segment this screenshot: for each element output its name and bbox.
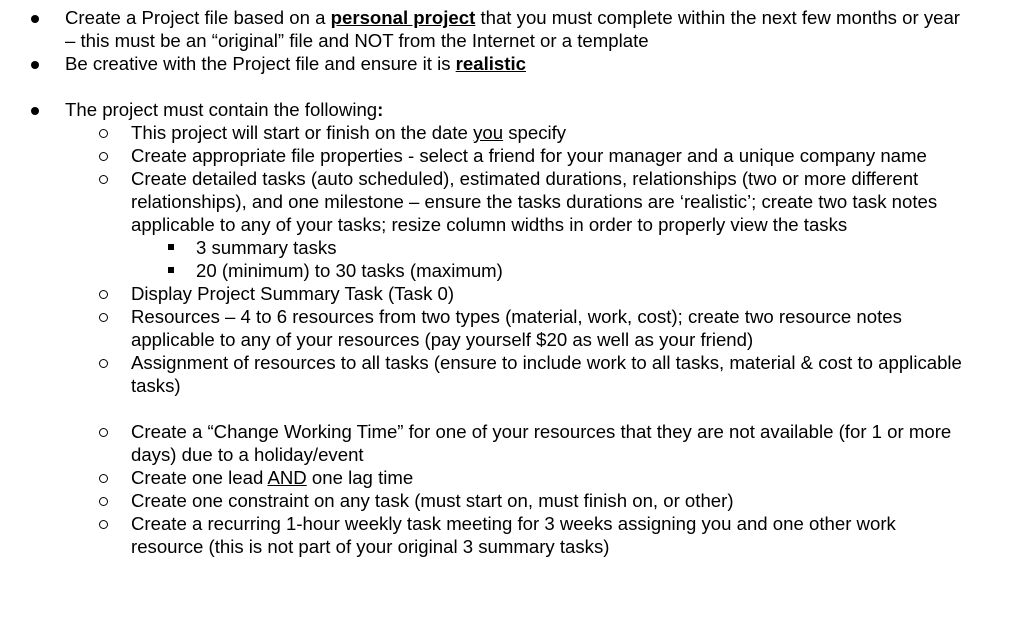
hollow-circle-bullet-icon [99,428,108,437]
hollow-circle-bullet-icon [99,359,108,368]
instructions-document [0,6,1024,558]
spacer [0,75,1024,98]
sub-item-resources [0,305,1024,351]
emphasis-personal-project: personal project [330,7,476,28]
hollow-circle-bullet-icon [99,520,108,529]
hollow-circle-bullet-icon [99,474,108,483]
square-bullet-icon [168,267,174,273]
hollow-circle-bullet-icon [99,129,108,138]
hollow-circle-bullet-icon [99,152,108,161]
sub-item-text: Create one lead AND one lag time [131,467,414,488]
sub-item-text: Resources – 4 to 6 resources from two types (material, work, cost); create two resource notes applicable to any of your resources (pay yourself $20 as well as your friend) [131,306,902,350]
sub-sub-item-task-count [0,259,1024,282]
bullet-item-project-contents [0,98,1024,121]
sub-item-recurring-meeting [0,512,1024,558]
filled-bullet-icon [31,107,39,115]
sub-item-text: This project will start or finish on the date you specify [131,122,567,143]
emphasis-realistic: realistic [455,53,526,74]
hollow-circle-bullet-icon [99,313,108,322]
bullet-item-realistic [0,52,1024,75]
sub-sub-item-summary-tasks [0,236,1024,259]
sub-item-text: Assignment of resources to all tasks (ensure to include work to all tasks, material & cost to applicable tasks) [131,352,962,396]
filled-bullet-icon [31,61,39,69]
filled-bullet-icon [31,15,39,23]
bullet-item-personal-project [0,6,1024,52]
hollow-circle-bullet-icon [99,497,108,506]
sub-item-start-finish [0,121,1024,144]
sub-item-text: Create a “Change Working Time” for one of your resources that they are not available (for 1 or more days) due to a holiday/event [131,421,952,465]
bullet-text: Be creative with the Project file and ensure it is realistic [65,53,526,74]
square-bullet-icon [168,244,174,250]
sub-item-tasks [0,167,1024,236]
sub-item-text: Create one constraint on any task (must start on, must finish on, or other) [131,490,734,511]
sub-item-summary-task [0,282,1024,305]
sub-item-working-time [0,420,1024,466]
bullet-text: Create a Project file based on a personal project that you must complete within the next few months or year – this must be an “original” file and NOT from the Internet or a template [65,7,960,51]
sub-item-text: Create appropriate file properties - select a friend for your manager and a unique company name [131,145,927,166]
spacer [0,397,1024,420]
sub-sub-item-text: 3 summary tasks [196,237,337,258]
hollow-circle-bullet-icon [99,175,108,184]
sub-item-constraint [0,489,1024,512]
sub-sub-item-text: 20 (minimum) to 30 tasks (maximum) [196,260,503,281]
hollow-circle-bullet-icon [99,290,108,299]
sub-item-text: Create detailed tasks (auto scheduled), estimated durations, relationships (two or more different relationships), and one milestone – ensure the tasks durations are ‘realistic’; create two task notes applicable to any of your tasks; resize column widths in order to properly view the tasks [131,168,938,235]
sub-item-lead-lag [0,466,1024,489]
bullet-text: The project must contain the following: [65,99,384,120]
sub-item-text: Display Project Summary Task (Task 0) [131,283,455,304]
sub-item-text: Create a recurring 1-hour weekly task meeting for 3 weeks assigning you and one other work resource (this is not part of your original 3 summary tasks) [131,513,896,557]
sub-item-assignment [0,351,1024,397]
sub-item-file-properties [0,144,1024,167]
